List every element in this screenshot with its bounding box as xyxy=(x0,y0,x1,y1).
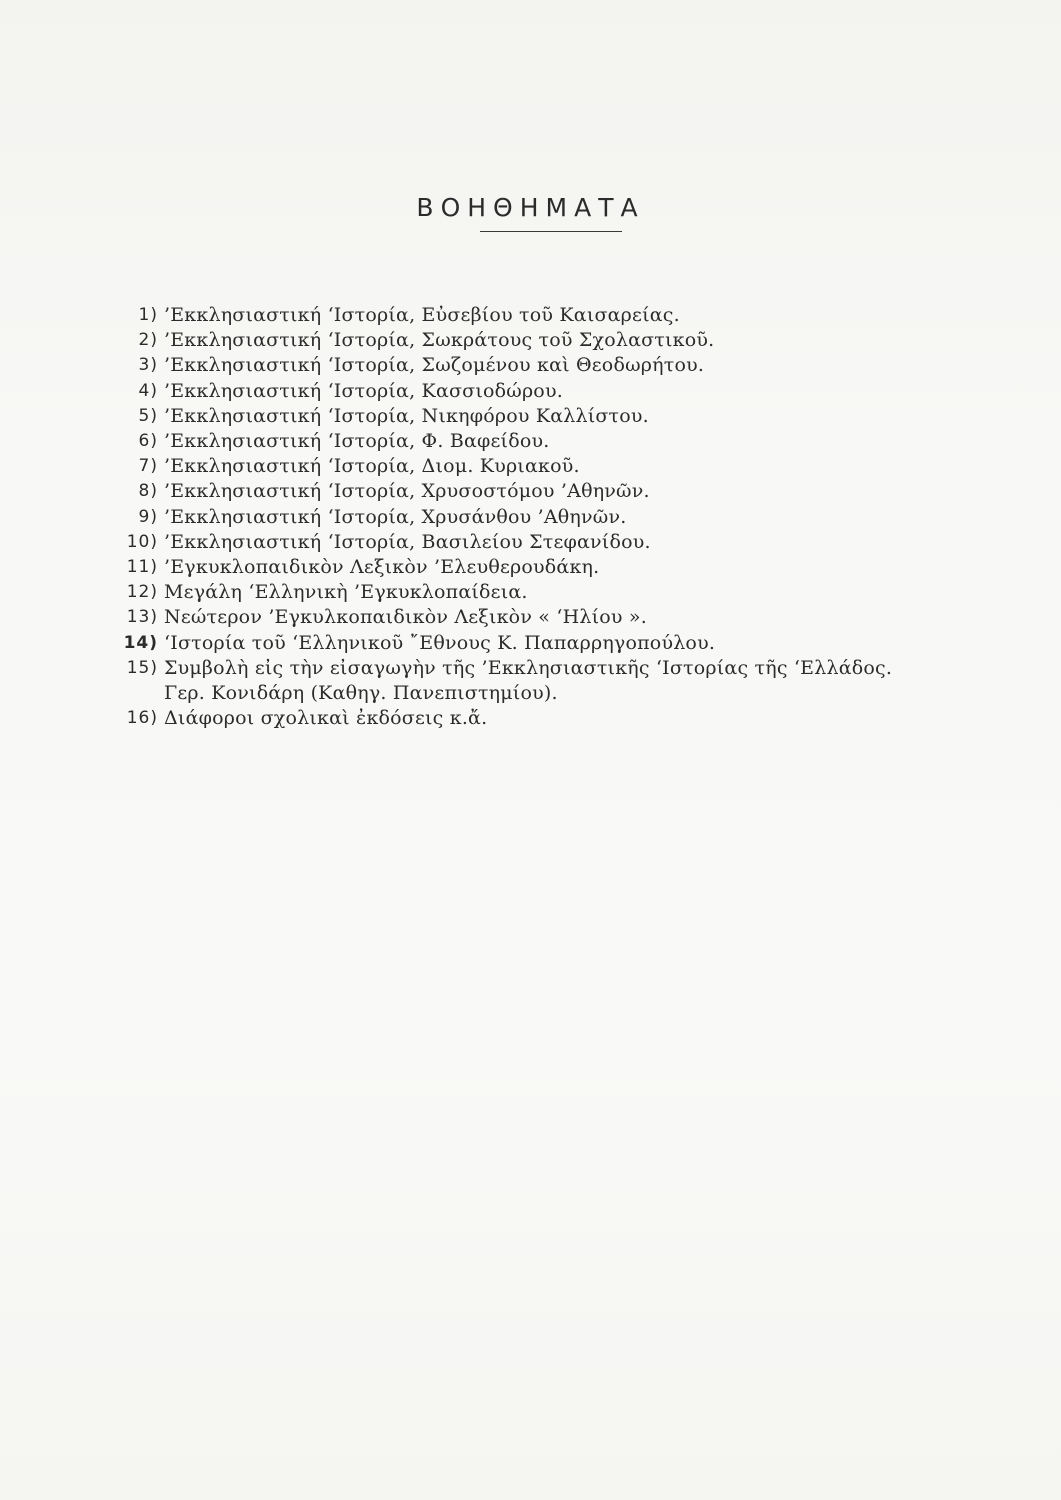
entry-number: 8) xyxy=(138,481,158,502)
entry-number: 1) xyxy=(138,305,158,325)
entry-body xyxy=(164,580,528,605)
entry-body xyxy=(164,656,892,706)
bibliography-entry xyxy=(98,404,1038,429)
entry-body xyxy=(164,353,704,378)
bibliography-entry xyxy=(98,555,1038,580)
entry-number: 6) xyxy=(138,431,158,452)
bibliography-entry xyxy=(98,429,1038,454)
entry-text: ’Εγκυκλοπαιδικὸν Λεξικὸν ’Ελευθερουδάκη. xyxy=(164,556,600,579)
bibliography-entry xyxy=(98,303,1038,328)
entry-number: 15) xyxy=(126,657,158,678)
entry-text: Διάφοροι σχολικαὶ ἐκδόσεις κ.ἄ. xyxy=(164,707,488,730)
entry-text: ’Εκκλησιαστική ‘Ιστορία, Φ. Βαφείδου. xyxy=(164,430,550,453)
entry-body xyxy=(164,379,563,404)
entry-text: ’Εκκλησιαστική ‘Ιστορία, Διομ. Κυριακοῦ. xyxy=(164,455,580,478)
entry-body xyxy=(164,454,580,479)
entry-number: 13) xyxy=(126,607,158,628)
entry-text: ‘Ιστορία τοῦ ‘Ελληνικοῦ ῎Εθνους Κ. Παπαρρηγοπούλου. xyxy=(164,631,716,654)
entry-number: 10) xyxy=(126,531,158,552)
bibliography-entry xyxy=(98,706,1038,731)
entry-text: Μεγάλη ‘Ελληνικὴ ’Εγκυκλοπαίδεια. xyxy=(164,581,528,604)
bibliography-entry xyxy=(98,656,1038,706)
entry-text: Γερ. Κονιδάρη (Καθηγ. Πανεπιστημίου). xyxy=(164,682,558,705)
bibliography-entry xyxy=(98,353,1038,378)
entry-body xyxy=(164,404,649,429)
entry-text: Νεώτερον ’Εγκυλκοπαιδικὸν Λεξικὸν « ‘Ηλίου ». xyxy=(164,606,647,629)
entry-text: ’Εκκλησιαστική ‘Ιστορία, Βασιλείου Στεφανίδου. xyxy=(164,530,651,553)
entry-number: 4) xyxy=(138,380,158,401)
bibliography-entry xyxy=(98,505,1038,530)
bibliography-entry xyxy=(98,454,1038,479)
entry-number: 2) xyxy=(138,330,158,351)
entry-text: ’Εκκλησιαστική ‘Ιστορία, Σωκράτους τοῦ Σχολαστικοῦ. xyxy=(164,329,715,352)
entry-text: ’Εκκλησιαστική ‘Ιστορία, Σωζομένου καὶ Θεοδωρήτου. xyxy=(164,354,705,377)
entry-number: 7) xyxy=(138,456,158,477)
entry-text: ’Εκκλησιαστική ‘Ιστορία, Χρυσοστόμου ’Αθηνῶν. xyxy=(164,480,650,503)
bibliography-entry xyxy=(98,328,1038,353)
entry-number: 3) xyxy=(138,355,158,376)
entry-text: ’Εκκλησιαστική ‘Ιστορία, Νικηφόρου Καλλίστου. xyxy=(164,404,649,427)
bibliography-list xyxy=(98,303,1038,731)
entry-text: ’Εκκλησιαστική ‘Ιστορία, Χρυσάνθου ’Αθηνῶν. xyxy=(164,505,627,528)
entry-body xyxy=(164,555,599,580)
entry-number: 11) xyxy=(126,557,158,578)
bibliography-entry xyxy=(98,605,1038,630)
bibliography-entry xyxy=(98,631,1038,656)
entry-body xyxy=(164,328,714,353)
bibliography-entry xyxy=(98,479,1038,504)
entry-text: ’Εκκλησιαστική ‘Ιστορία, Κασσιοδώρου. xyxy=(164,379,563,402)
entry-body xyxy=(164,706,487,731)
entry-body xyxy=(164,429,549,454)
entry-body xyxy=(164,505,626,530)
entry-number: 12) xyxy=(126,582,158,603)
entry-body xyxy=(164,479,650,504)
bibliography-entry xyxy=(98,580,1038,605)
entry-body xyxy=(164,530,651,555)
title-underline xyxy=(480,231,622,232)
entry-number: 16) xyxy=(126,708,158,729)
entry-text: Συμβολὴ εἰς τὴν εἰσαγωγὴν τῆς ’Εκκλησιαστικῆς ‘Ιστορίας τῆς ‘Ελλάδος. xyxy=(164,656,893,679)
entry-text: ’Εκκλησιαστική ‘Ιστορία, Εὐσεβίου τοῦ Καισαρείας. xyxy=(164,304,680,326)
bibliography-entry xyxy=(98,379,1038,404)
entry-number: 14) xyxy=(123,632,158,653)
entry-body xyxy=(164,631,715,656)
page-title: ΒΟΗΘΗΜΑΤΑ xyxy=(416,192,645,222)
entry-body xyxy=(164,605,647,630)
entry-body xyxy=(164,303,680,328)
entry-number: 5) xyxy=(138,405,158,426)
entry-number: 9) xyxy=(138,506,158,527)
bibliography-entry xyxy=(98,530,1038,555)
